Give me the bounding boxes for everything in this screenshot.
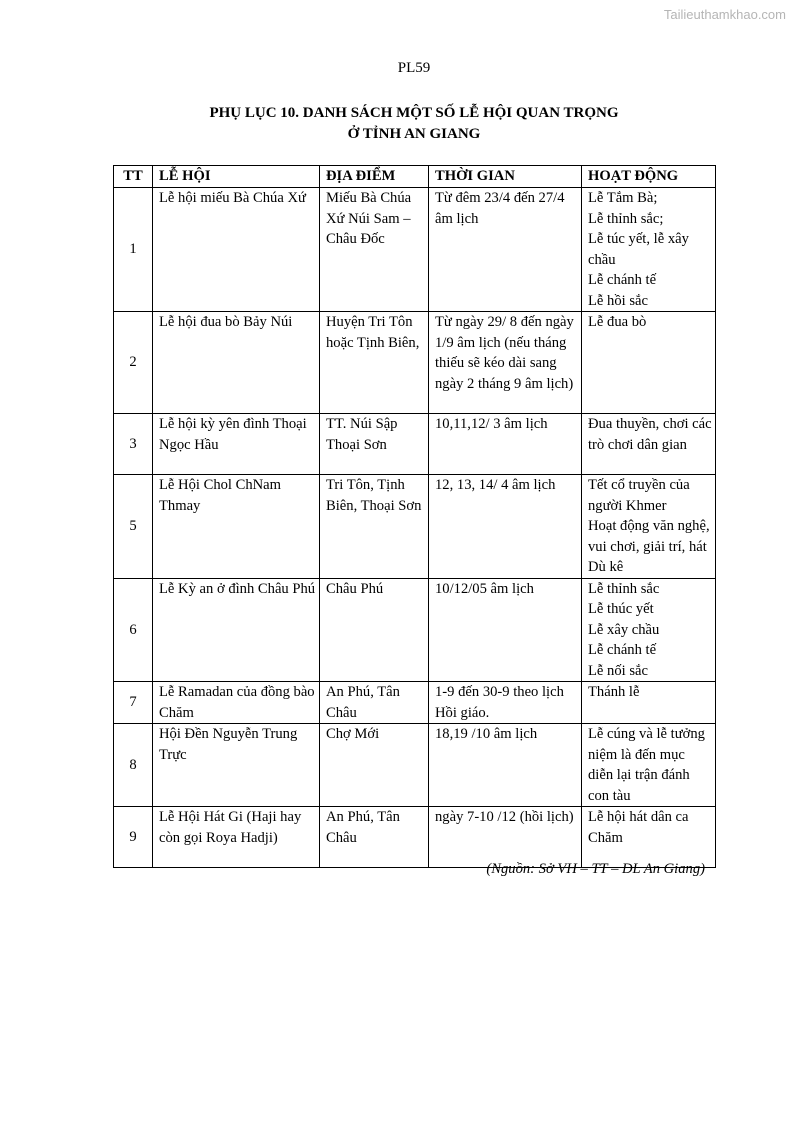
cell-tt: 9 xyxy=(114,807,153,868)
cell-location: Miếu Bà Chúa Xứ Núi Sam – Châu Đốc xyxy=(320,188,429,312)
table-row xyxy=(114,578,716,682)
cell-tt: 2 xyxy=(114,312,153,414)
activity-item: Đua thuyền, chơi các trò chơi dân gian xyxy=(588,416,712,453)
header-location: ĐỊA ĐIỂM xyxy=(320,166,429,188)
header-time: THỜI GIAN xyxy=(429,166,582,188)
cell-activities xyxy=(582,724,716,807)
cell-activities xyxy=(582,807,716,868)
cell-festival-name: Lễ Hội Hát Gi (Haji hay còn gọi Roya Hadji) xyxy=(153,807,320,868)
cell-activities xyxy=(582,475,716,579)
cell-activities xyxy=(582,682,716,724)
activity-item: Lễ xây chầu xyxy=(588,621,660,638)
cell-activities xyxy=(582,188,716,312)
cell-location: Tri Tôn, Tịnh Biên, Thoại Sơn xyxy=(320,475,429,579)
cell-time: 12, 13, 14/ 4 âm lịch xyxy=(429,475,582,579)
activity-item: Lễ hồi sắc xyxy=(588,292,648,309)
activity-item: Thánh lễ xyxy=(588,684,640,700)
cell-festival-name: Lễ Ramadan của đồng bào Chăm xyxy=(153,682,320,724)
source-note: (Nguồn: Sở VH – TT – DL An Giang) xyxy=(486,861,705,877)
cell-time: Từ ngày 29/ 8 đến ngày 1/9 âm lịch (nếu tháng thiếu sẽ kéo dài sang ngày 2 tháng 9 âm lịch) xyxy=(429,312,582,414)
table-header-row xyxy=(114,166,716,188)
table-row xyxy=(114,724,716,807)
activity-item: Lễ đua bò xyxy=(588,314,647,330)
activity-item: Lễ thỉnh sắc; xyxy=(588,210,664,227)
cell-tt: 8 xyxy=(114,724,153,807)
cell-location: An Phú, Tân Châu xyxy=(320,807,429,868)
table-row xyxy=(114,188,716,312)
table-row xyxy=(114,414,716,475)
table-row xyxy=(114,682,716,724)
cell-time: Từ đêm 23/4 đến 27/4 âm lịch xyxy=(429,188,582,312)
header-activities: HOẠT ĐỘNG xyxy=(582,166,716,188)
cell-location: Huyện Tri Tôn hoặc Tịnh Biên, xyxy=(320,312,429,414)
page-number: PL59 xyxy=(397,60,431,76)
cell-activities xyxy=(582,312,716,414)
activity-item: Hoạt động văn nghệ, vui chơi, giải trí, hát Dù kê xyxy=(588,518,710,575)
header-tt: TT xyxy=(114,166,153,188)
table-row xyxy=(114,312,716,414)
cell-time: 18,19 /10 âm lịch xyxy=(429,724,582,807)
cell-festival-name: Lễ hội kỳ yên đình Thoại Ngọc Hầu xyxy=(153,414,320,475)
cell-festival-name: Hội Đền Nguyễn Trung Trực xyxy=(153,724,320,807)
cell-tt: 5 xyxy=(114,475,153,579)
cell-time: 1-9 đến 30-9 theo lịch Hồi giáo. xyxy=(429,682,582,724)
title-line-2: Ở TỈNH AN GIANG xyxy=(347,126,481,142)
activity-item: Lễ chánh tế xyxy=(588,272,657,288)
activity-item: Lễ cúng và lễ tưởng niệm là đến mục diễn lại trận đánh con tàu xyxy=(588,726,705,804)
cell-tt: 3 xyxy=(114,414,153,475)
cell-location: Chợ Mới xyxy=(320,724,429,807)
title-line-1: PHỤ LỤC 10. DANH SÁCH MỘT SỐ LỄ HỘI QUAN TRỌNG xyxy=(209,105,619,121)
cell-location: An Phú, Tân Châu xyxy=(320,682,429,724)
cell-festival-name: Lễ Kỳ an ở đình Châu Phú xyxy=(153,578,320,682)
cell-festival-name: Lễ hội miếu Bà Chúa Xứ xyxy=(153,188,320,312)
cell-activities xyxy=(582,578,716,682)
activity-item: Lễ Tắm Bà; xyxy=(588,190,658,206)
table-row xyxy=(114,475,716,579)
document-title xyxy=(0,103,794,145)
cell-location: Châu Phú xyxy=(320,578,429,682)
activity-item: Lễ túc yết, lễ xây chầu xyxy=(588,231,689,268)
activity-item: Lễ thỉnh sắc xyxy=(588,580,660,597)
activity-item: Lễ nối sắc xyxy=(588,662,648,679)
cell-tt: 1 xyxy=(114,188,153,312)
activity-item: Lễ hội hát dân ca Chăm xyxy=(588,809,689,846)
activity-item: Tết cổ truyền của người Khmer xyxy=(588,477,690,514)
cell-festival-name: Lễ Hội Chol ChNam Thmay xyxy=(153,475,320,579)
header-festival: LỄ HỘI xyxy=(153,166,320,188)
cell-tt: 7 xyxy=(114,682,153,724)
table-row xyxy=(114,807,716,868)
table-body xyxy=(114,188,716,868)
cell-location: TT. Núi Sập Thoại Sơn xyxy=(320,414,429,475)
activity-item: Lễ thúc yết xyxy=(588,601,654,617)
cell-time: 10/12/05 âm lịch xyxy=(429,578,582,682)
activity-item: Lễ chánh tế xyxy=(588,642,657,658)
cell-activities xyxy=(582,414,716,475)
festival-table xyxy=(113,165,716,868)
cell-festival-name: Lễ hội đua bò Bảy Núi xyxy=(153,312,320,414)
cell-time: ngày 7-10 /12 (hồi lịch) xyxy=(429,807,582,868)
watermark: Tailieuthamkhao.com xyxy=(663,7,786,22)
cell-tt: 6 xyxy=(114,578,153,682)
cell-time: 10,11,12/ 3 âm lịch xyxy=(429,414,582,475)
